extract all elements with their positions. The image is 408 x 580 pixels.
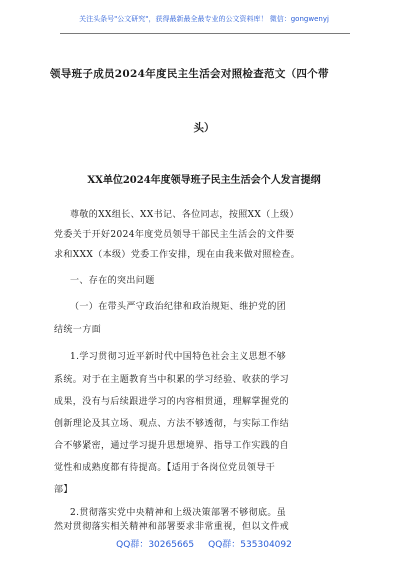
paragraph-line: 党委关于开好2024年度党员领导干部民主生活会的文件要	[54, 230, 295, 240]
paragraph-line: 合不够紧密，通过学习提升思想境界、指导工作实践的自	[54, 441, 290, 451]
footer-qq-group-1[interactable]: QQ群：30265665	[116, 540, 195, 550]
paragraph-line: 然对贯彻落实相关精神和部署要求非常重视，但以文件戒	[54, 522, 290, 532]
paragraph-line: 1.学习贯彻习近平新时代中国特色社会主义思想不够	[70, 352, 287, 362]
paragraph-line: 成果，没有与后续跟进学习的内容相贯通，理解掌握党的	[54, 397, 290, 407]
paragraph-line: 部】	[54, 485, 73, 495]
paragraph-line: 尊敬的XX组长、XX书记、各位同志，按照XX（上级）	[70, 210, 299, 220]
header-banner[interactable]: 关注头条号"公文研究"，获得最新最全最专业的公文资料库！ 微信：gongwenyj	[79, 15, 329, 23]
footer	[0, 537, 408, 550]
document-title-continued: 头）	[193, 122, 215, 134]
subsection-heading: （一）在带头严守政治纪律和政治规矩、维护党的团	[70, 302, 287, 312]
footer-qq-group-2[interactable]: QQ群：535304092	[208, 540, 292, 550]
paragraph-line: 系统。对于在主题教育当中积累的学习经验、收获的学习	[54, 375, 290, 385]
paragraph-line: 创新理论及其立场、观点、方法不够透彻，与实际工作结	[54, 419, 290, 429]
section-heading: 一、存在的突出问题	[70, 276, 155, 286]
paragraph-line: 觉性和成熟度都有待提高。【适用于各岗位党员领导干	[54, 463, 276, 473]
paragraph-line: 2.贯彻落实党中央精神和上级决策部署不够彻底。虽	[70, 508, 287, 518]
document-title: 领导班子成员2024年度民主生活会对照检查范文（四个带	[50, 68, 329, 80]
paragraph-line: 求和XXX（本级）党委工作安排，现在由我来做对照检查。	[54, 250, 301, 260]
header-divider	[60, 33, 350, 34]
subsection-heading: 结统一方面	[54, 325, 102, 335]
document-subtitle: XX单位2024年度领导班子民主生活会个人发言提纲	[87, 175, 321, 186]
